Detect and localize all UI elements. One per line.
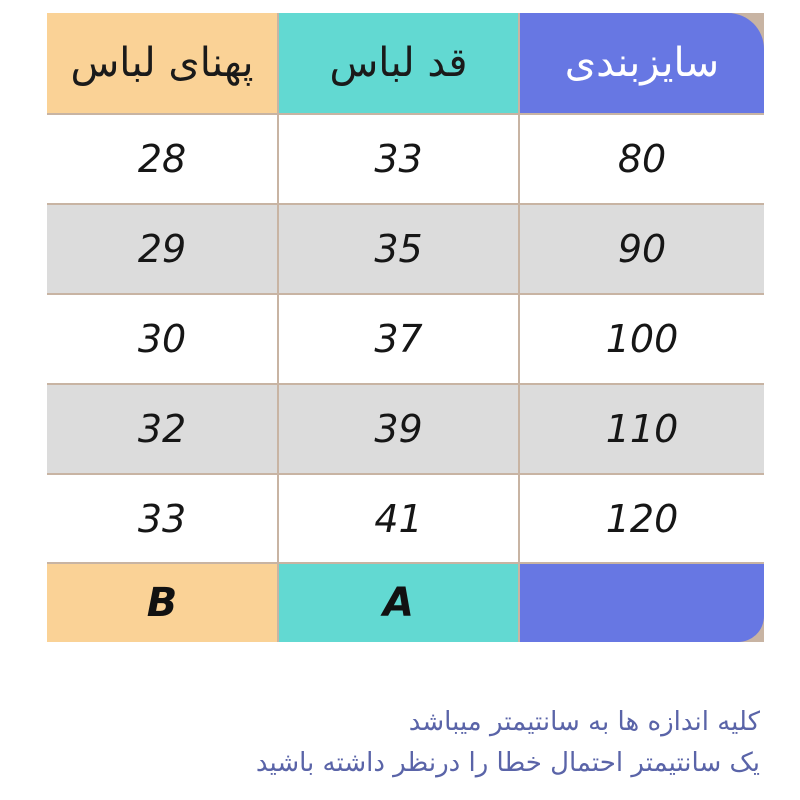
table-cell-length	[279, 295, 520, 385]
table-cell-width	[47, 385, 279, 475]
size-value: 120	[605, 496, 679, 541]
table-cell-size	[520, 385, 764, 475]
size-chart-table	[47, 13, 764, 642]
table-cell-width	[47, 115, 279, 205]
length-value: 37	[374, 317, 423, 361]
table-cell-width	[47, 475, 279, 564]
table-cell-width	[47, 205, 279, 295]
footer-length-cell	[279, 564, 520, 642]
length-value: 33	[374, 137, 423, 181]
size-value: 80	[617, 137, 667, 181]
table-cell-length	[279, 205, 520, 295]
width-value: 32	[137, 407, 187, 451]
table-cell-size	[520, 295, 764, 385]
header-length-label: قد لباس	[329, 40, 468, 86]
header-length-cell	[279, 13, 520, 115]
table-cell-length	[279, 385, 520, 475]
footer-width-cell	[47, 564, 279, 642]
length-value: 41	[374, 496, 423, 541]
length-value: 35	[374, 227, 423, 271]
table-cell-size	[520, 115, 764, 205]
width-value: 28	[137, 137, 187, 181]
table-cell-size	[520, 205, 764, 295]
footer-length-letter: A	[383, 580, 414, 626]
size-value: 110	[605, 407, 679, 451]
table-cell-width	[47, 295, 279, 385]
width-value: 29	[137, 227, 187, 271]
footer-size-cell	[520, 564, 764, 642]
header-size-label: سایزبندی	[564, 40, 720, 86]
table-cell-length	[279, 475, 520, 564]
note-tolerance: یک سانتیمتر احتمال خطا را درنظر داشته باشید	[255, 748, 760, 778]
table-cell-size	[520, 475, 764, 564]
size-value: 100	[605, 317, 679, 361]
header-width-label: پهنای لباس	[70, 40, 254, 86]
length-value: 39	[374, 407, 423, 451]
footer-width-letter: B	[146, 580, 178, 626]
header-width-cell	[47, 13, 279, 115]
note-units: کلیه اندازه ها به سانتیمتر میباشد	[408, 707, 760, 737]
table-cell-length	[279, 115, 520, 205]
header-size-cell	[520, 13, 764, 115]
width-value: 30	[137, 317, 187, 361]
size-value: 90	[617, 227, 667, 271]
width-value: 33	[137, 496, 187, 541]
